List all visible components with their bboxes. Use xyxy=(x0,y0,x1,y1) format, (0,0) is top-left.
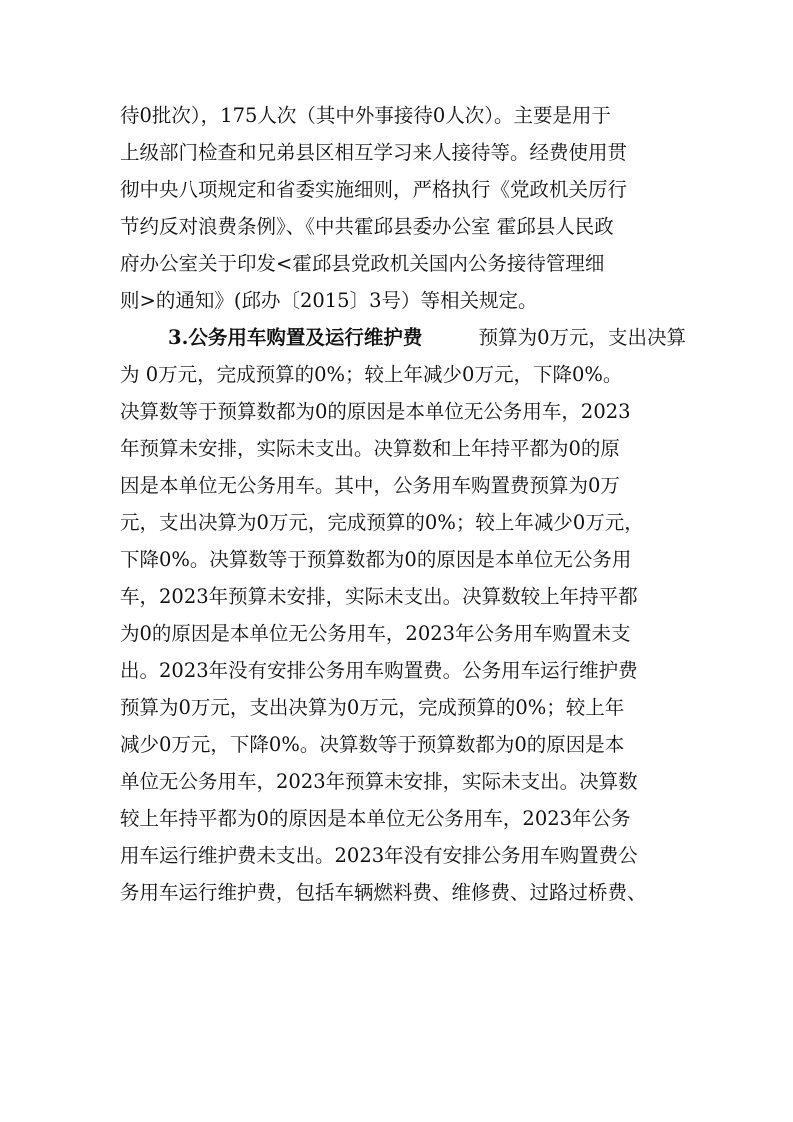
text-line: 为0的原因是本单位无公务用车，2023年公务用车购置未支 xyxy=(120,622,631,645)
body-text xyxy=(120,97,686,911)
text-line: 用车运行维护费未支出。2023年没有安排公务用车购置费公 xyxy=(120,844,638,867)
text-line: 彻中央八项规定和省委实施细则，严格执行《党政机关厉行 xyxy=(120,178,628,201)
text-line: 则>的通知》(邱办〔2015〕3号）等相关规定。 xyxy=(120,289,538,312)
text-line: 出。2023年没有安排公务用车购置费。公务用车运行维护费 xyxy=(120,659,638,682)
text-line: 务用车运行维护费，包括车辆燃料费、维修费、过路过桥费、 xyxy=(120,881,647,904)
text-line: 预算为0万元，支出决算为0万元，完成预算的0%；较上年 xyxy=(120,696,625,719)
text-line: 因是本单位无公务用车。其中，公务用车购置费预算为0万 xyxy=(120,474,620,497)
text-line: 减少0万元，下降0%。决算数等于预算数都为0的原因是本 xyxy=(120,733,625,756)
text-line: 单位无公务用车，2023年预算未安排，实际未支出。决算数 xyxy=(120,770,638,793)
text-line: 决算数等于预算数都为0的原因是本单位无公务用车，2023 xyxy=(120,400,631,423)
section-heading-line: 3.公务用车购置及运行维护费 预算为0万元，支出决算 xyxy=(120,319,686,356)
text-line: 年预算未安排，实际未支出。决算数和上年持平都为0的原 xyxy=(120,437,620,460)
text-line: 为 0万元，完成预算的0%；较上年减少0万元，下降0%。 xyxy=(120,363,623,386)
text-line: 较上年持平都为0的原因是本单位无公务用车，2023年公务 xyxy=(120,807,631,830)
text-line: 上级部门检查和兄弟县区相互学习来人接待等。经费使用贯 xyxy=(120,141,628,164)
text-line: 元，支出决算为0万元，完成预算的0%；较上年减少0万元， xyxy=(120,511,644,534)
text-line: 节约反对浪费条例》、《中共霍邱县委办公室 霍邱县人民政 xyxy=(120,215,614,238)
text-line: 待0批次），175人次（其中外事接待0人次）。主要是用于 xyxy=(120,104,612,127)
text-line: 府办公室关于印发<霍邱县党政机关国内公务接待管理细 xyxy=(120,252,605,275)
text-line: 车，2023年预算未安排，实际未支出。决算数较上年持平都 xyxy=(120,585,638,608)
text-line: 下降0%。决算数等于预算数都为0的原因是本单位无公务用 xyxy=(120,548,632,571)
section-heading: 3.公务用车购置及运行维护费 xyxy=(168,326,423,349)
